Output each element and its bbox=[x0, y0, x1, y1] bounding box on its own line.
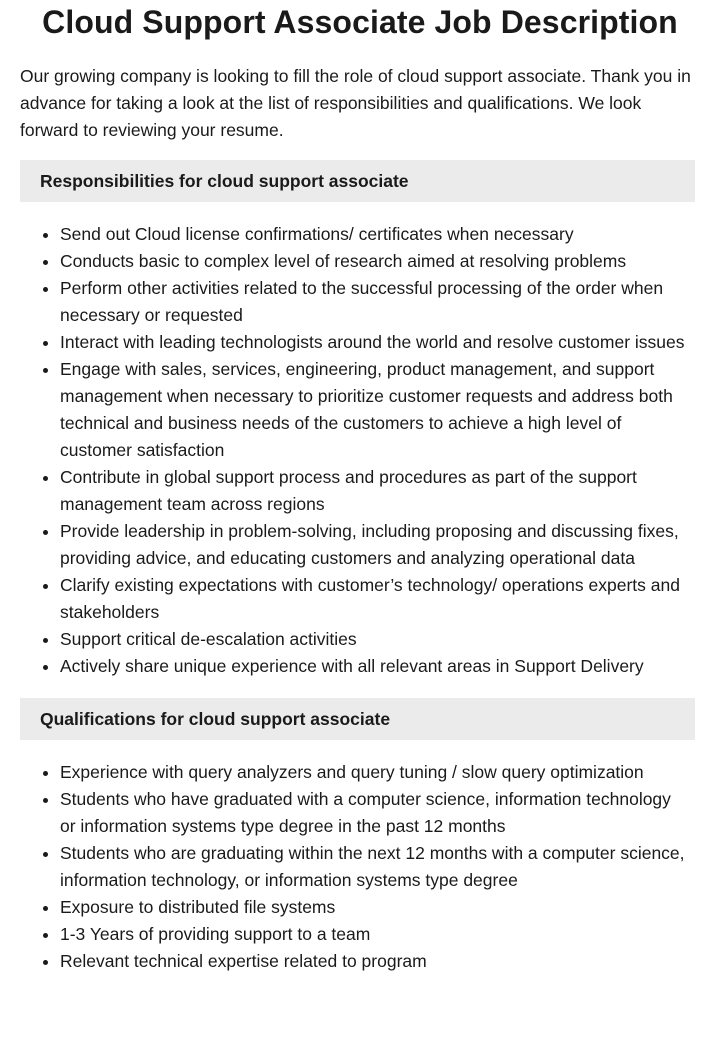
list-item: • Provide leadership in problem-solving, including proposing and discussing fixes, providing advice, and educating customers and analyzing operational data bbox=[60, 518, 690, 572]
list-item: • Conducts basic to complex level of research aimed at resolving problems bbox=[60, 248, 690, 275]
list-item: • 1-3 Years of providing support to a team bbox=[60, 921, 690, 948]
list-item: • Actively share unique experience with all relevant areas in Support Delivery bbox=[60, 653, 690, 680]
qualifications-heading: Qualifications for cloud support associate bbox=[20, 698, 695, 740]
list-item: • Engage with sales, services, engineering, product management, and support management when necessary to prioritize customer requests and address both technical and business needs of the customers to achieve a high level of customer satisfaction bbox=[60, 356, 690, 464]
list-item: • Contribute in global support process and procedures as part of the support management team across regions bbox=[60, 464, 690, 518]
list-item: • Support critical de-escalation activities bbox=[60, 626, 690, 653]
qualifications-list bbox=[0, 759, 720, 975]
list-item: • Experience with query analyzers and query tuning / slow query optimization bbox=[60, 759, 690, 786]
list-item: • Relevant technical expertise related to program bbox=[60, 948, 690, 975]
responsibilities-heading: Responsibilities for cloud support associate bbox=[20, 160, 695, 202]
list-item: • Interact with leading technologists around the world and resolve customer issues bbox=[60, 329, 690, 356]
intro-paragraph: Our growing company is looking to fill the role of cloud support associate. Thank you in advance for taking a look at the list of responsibilities and qualifications. We look forward to reviewing your resume. bbox=[20, 66, 691, 140]
responsibilities-list bbox=[0, 221, 720, 680]
list-item: • Students who are graduating within the next 12 months with a computer science, information technology, or information systems type degree bbox=[60, 840, 690, 894]
list-item: • Students who have graduated with a computer science, information technology or information systems type degree in the past 12 months bbox=[60, 786, 690, 840]
list-item: • Exposure to distributed file systems bbox=[60, 894, 690, 921]
list-item: • Clarify existing expectations with customer’s technology/ operations experts and stakeholders bbox=[60, 572, 690, 626]
list-item: • Send out Cloud license confirmations/ certificates when necessary bbox=[60, 221, 690, 248]
page-title: Cloud Support Associate Job Description bbox=[42, 4, 678, 40]
list-item: • Perform other activities related to the successful processing of the order when necessary or requested bbox=[60, 275, 690, 329]
